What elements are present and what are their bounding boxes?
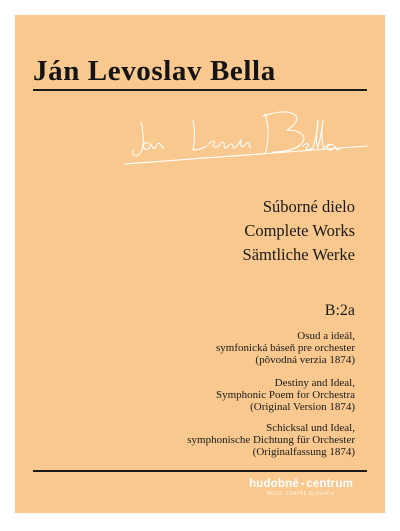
series-title-de: Sämtliche Werke	[242, 245, 355, 264]
description-line: Osud a ideál,	[297, 330, 355, 342]
cover	[15, 15, 385, 513]
description-line: Schicksal und Ideal,	[266, 422, 355, 434]
publisher-logo	[249, 478, 353, 496]
description-line: Destiny and Ideal,	[274, 377, 355, 389]
bottom-divider	[33, 470, 367, 472]
top-divider	[33, 89, 367, 91]
description-line: (Original Version 1874)	[250, 401, 355, 413]
publisher-tagline: MUSIC CENTRE SLOVAKIA	[267, 491, 335, 496]
work-description-de	[187, 422, 355, 458]
work-description-en	[216, 377, 355, 413]
heart-icon	[301, 479, 304, 489]
series-title-sk: Súborné dielo	[262, 197, 355, 216]
signature-image	[123, 100, 369, 170]
description-line: (Originalfassung 1874)	[252, 446, 355, 458]
series-titles	[243, 195, 355, 267]
description-line: symfonická báseň pre orchester	[216, 342, 355, 354]
series-title-en: Complete Works	[244, 221, 355, 240]
volume-number: B:2a	[324, 302, 355, 319]
publisher-name	[249, 478, 353, 490]
description-line: symphonische Dichtung für Orchester	[187, 434, 355, 446]
description-line: Symphonic Poem for Orchestra	[216, 389, 355, 401]
publisher-name-part2: centrum	[306, 478, 353, 490]
work-description-sk	[216, 330, 355, 366]
composer-name: Ján Levoslav Bella	[33, 55, 276, 87]
description-line: (pôvodná verzia 1874)	[255, 354, 355, 366]
publisher-name-part1: hudobné	[249, 478, 299, 490]
